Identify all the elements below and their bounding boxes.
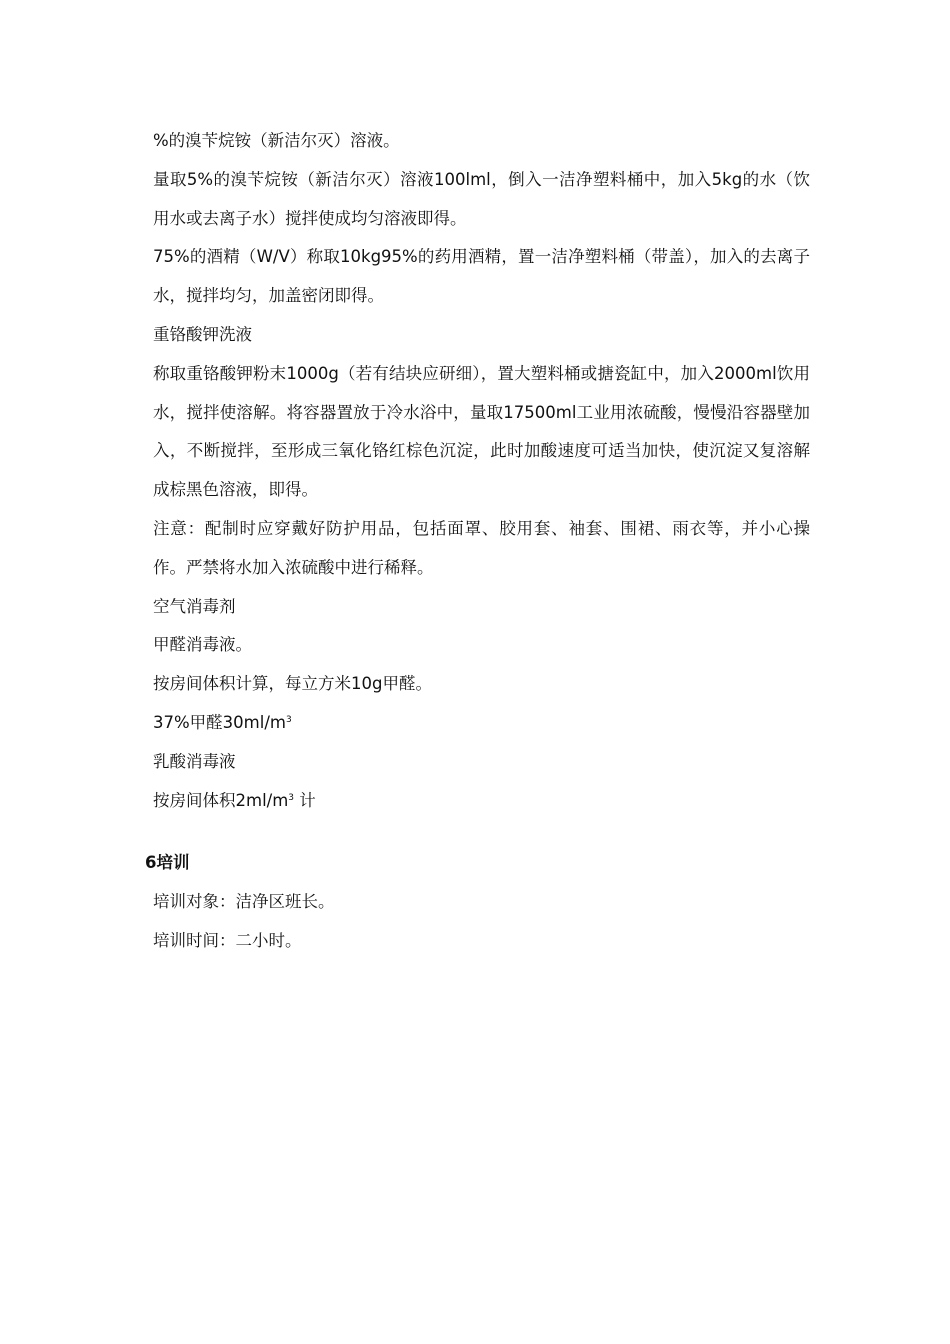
paragraph-formaldehyde-dose: 按房间体积计算，每立方米10g甲醛。: [153, 674, 432, 694]
training-target: 培训对象：洁净区班长。: [153, 892, 335, 912]
paragraph-formaldehyde-concentration: [145, 704, 810, 743]
training-duration: 培训时间：二小时。: [153, 930, 302, 950]
lactic-acid-dose-suffix: 计: [294, 790, 316, 810]
paragraph-formaldehyde: 甲醛消毒液。: [153, 635, 252, 655]
paragraph-caution: 注意：配制时应穿戴好防护用品，包括面罩、胶用套、袖套、围裙、雨衣等，并小心操作。严禁将水加入浓硫酸中进行稀释。: [153, 518, 810, 577]
paragraph-lactic-acid: 乳酸消毒液: [153, 751, 236, 771]
superscript-cubic: 3: [288, 792, 295, 803]
paragraph-air-disinfectant: 空气消毒剂: [153, 596, 236, 616]
document-body: [145, 122, 810, 961]
paragraph-benzalkonium-title: %的溴苄烷铵（新洁尔灭）溶液。: [153, 131, 400, 150]
paragraph-dichromate-title: 重铬酸钾洗液: [153, 324, 252, 344]
formaldehyde-concentration-text: 37%甲醛30ml/m: [153, 712, 286, 732]
paragraph-dichromate-prep: 称取重铬酸钾粉末1000g（若有结块应研细），置大塑料桶或搪瓷缸中，加入2000ml饮用水，搅拌使溶解。将容器置放于冷水浴中，量取17500ml工业用浓硫酸，慢慢沿容器壁加入，不断搅拌，至形成三氧化铬红棕色沉淀，此时加酸速度可适当加快，使沉淀又复溶解成棕黑色溶液，即得。: [153, 363, 810, 500]
paragraph-lactic-acid-dose: [145, 782, 810, 821]
lactic-acid-dose-text: 按房间体积2ml/m: [153, 790, 289, 810]
paragraph-alcohol-prep: 75%的酒精（W/V）称取10kg95%的药用酒精，置一洁净塑料桶（带盖），加入的去离子水，搅拌均匀，加盖密闭即得。: [153, 247, 810, 306]
paragraph-benzalkonium-prep: 量取5%的溴苄烷铵（新洁尔灭）溶液100lml，倒入一洁净塑料桶中，加入5kg的水（饮用水或去离子水）搅拌使成均匀溶液即得。: [153, 169, 810, 228]
section-heading-training: 6培训: [145, 853, 190, 873]
superscript-cubic: 3: [285, 714, 292, 725]
